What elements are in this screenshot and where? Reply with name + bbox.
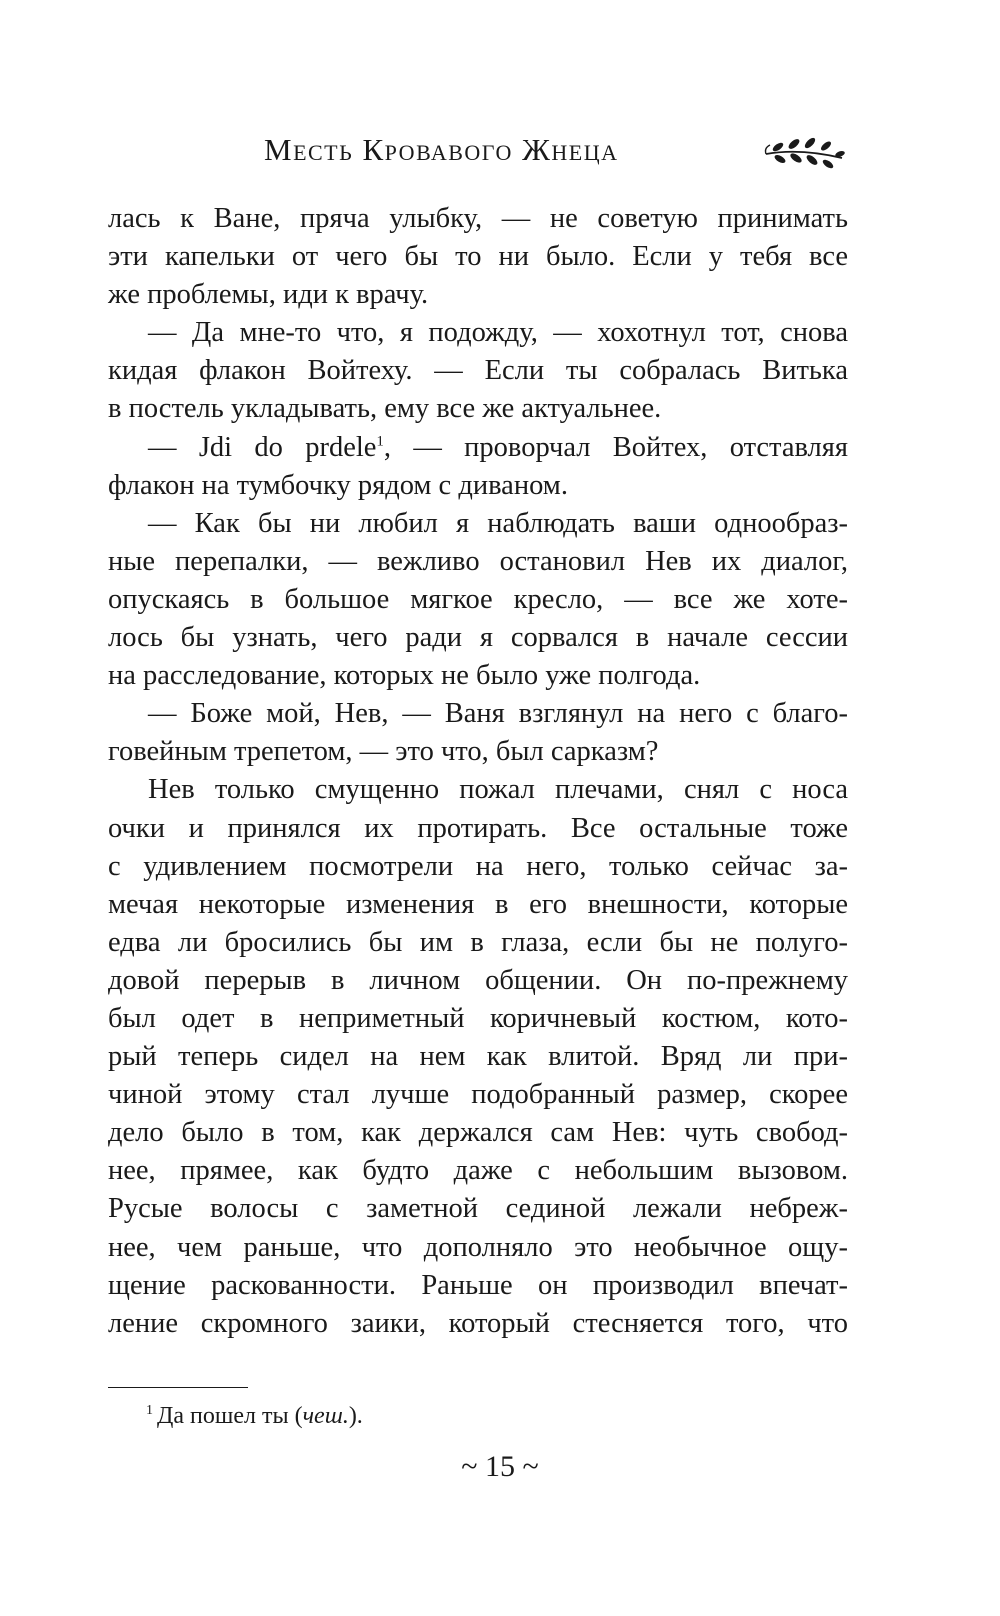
- page-number: ~ 15 ~: [461, 1450, 539, 1483]
- footnote-ref[interactable]: 1: [376, 433, 384, 450]
- running-header: [0, 126, 1000, 176]
- footnote-text-before: Да пошел ты (: [157, 1403, 303, 1429]
- text-line: рый теперь сидел на нем как влитой. Вряд ли при-: [108, 1041, 848, 1073]
- text-line: нее, чем раньше, что дополняло это необычное ощу-: [108, 1231, 848, 1263]
- leaf-branch-ornament-icon: [760, 134, 846, 170]
- text-line: с удивлением посмотрели на него, только сейчас за-: [108, 850, 848, 882]
- text-line: Русые волосы с заметной сединой лежали небреж-: [108, 1193, 848, 1225]
- text-line: — Как бы ни любил я наблюдать ваши однообраз-: [148, 507, 848, 539]
- text-line: Нев только смущенно пожал плечами, снял с носа: [148, 774, 848, 806]
- text-line: довой перерыв в личном общении. Он по-прежнему: [108, 964, 848, 996]
- text-line: на расследование, которых не было уже полгода.: [108, 660, 701, 692]
- footnote: [146, 1400, 363, 1432]
- text-line: щение раскованности. Раньше он производил впечат-: [108, 1269, 848, 1301]
- text-line: дело было в том, как держался сам Нев: чуть свобод-: [108, 1117, 848, 1149]
- text-line: кидая флакон Войтеху. — Если ты собралась Витька: [108, 355, 848, 387]
- text-line: же проблемы, иди к врачу.: [108, 279, 429, 311]
- text-line: флакон на тумбочку рядом с диваном.: [108, 469, 568, 501]
- footnote-text-after: ).: [348, 1403, 363, 1429]
- text-line: очки и принялся их протирать. Все остальные тоже: [108, 812, 848, 844]
- footnote-abbreviation: чеш.: [302, 1403, 349, 1429]
- text-line: в постель укладывать, ему все же актуальнее.: [108, 393, 662, 425]
- footnote-mark: 1: [146, 1403, 153, 1418]
- text-line: лась к Ване, пряча улыбку, — не советую принимать: [108, 203, 848, 234]
- text-line: — Боже мой, Нев, — Ваня взглянул на него с благо-: [148, 698, 848, 730]
- line-head: — Jdi do prdele: [148, 431, 377, 463]
- text-line: был одет в неприметный коричневый костюм, кото-: [108, 1002, 848, 1034]
- book-title: Месть Кровавого Жнеца: [264, 132, 619, 167]
- footnote-divider: [108, 1387, 248, 1388]
- text-line: опускаясь в большое мягкое кресло, — все же хоте-: [108, 583, 848, 615]
- text-line: ные перепалки, — вежливо остановил Нев их диалог,: [108, 545, 848, 577]
- text-line: эти капельки от чего бы то ни было. Если у тебя все: [108, 241, 848, 273]
- text-line: едва ли бросились бы им в глаза, если бы не полуго-: [108, 926, 848, 958]
- text-line: нее, прямее, как будто даже с небольшим вызовом.: [108, 1155, 848, 1187]
- text-line: говейным трепетом, — это что, был сарказм?: [108, 736, 659, 768]
- text-line: — Да мне-то что, я подожду, — хохотнул тот, снова: [148, 317, 848, 349]
- main-text: [108, 200, 848, 1343]
- text-line-with-footnote-ref: [108, 429, 848, 467]
- text-line: чиной этому стал лучше подобранный размер, скорее: [108, 1079, 848, 1111]
- text-line: ление скромного заики, который стесняется того, что: [108, 1307, 848, 1339]
- text-line: мечая некоторые изменения в его внешности, которые: [108, 888, 848, 920]
- text-line: лось бы узнать, чего ради я сорвался в начале сессии: [108, 622, 848, 654]
- line-tail: , — проворчал Войтех, отставляя: [383, 431, 848, 463]
